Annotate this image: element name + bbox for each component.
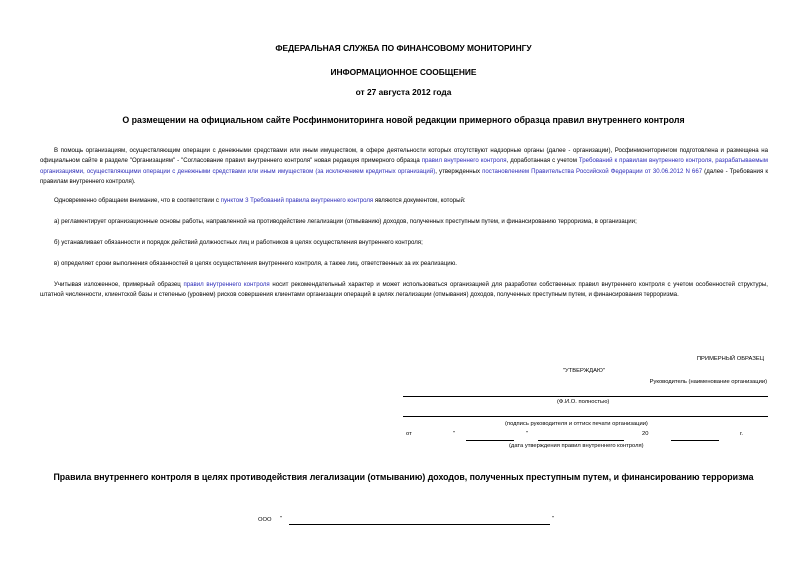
- paragraph-attention: [40, 196, 768, 206]
- year-line: [671, 440, 719, 441]
- date-heading: от 27 августа 2012 года: [355, 87, 452, 97]
- link-internal-control-rules-2[interactable]: правил внутреннего контроля: [183, 281, 270, 288]
- signature-line: [403, 416, 768, 417]
- year-prefix: 20: [642, 431, 649, 437]
- date-caption: (дата утверждения правил внутреннего контроля): [509, 443, 644, 449]
- page-title: О размещении на официальном сайте Росфинмониторинга новой редакции примерного образца правил внутреннего контроля: [122, 115, 685, 125]
- year-suffix: г.: [740, 431, 744, 437]
- paragraph-conclusion: [40, 280, 768, 301]
- date-from-label: от: [406, 431, 412, 437]
- paragraph-intro: [40, 146, 768, 187]
- list-item-a: а) регламентирует организационные основы работы, направленной на противодействие легализации (отмыванию) доходов, полученных преступным путем, и финансированию терроризма, в организации;: [54, 218, 637, 225]
- paragraph-text: Одновременно обращаем внимание, что в соответствии с: [54, 197, 221, 204]
- paragraph-text: являются документом, который:: [373, 197, 466, 204]
- approve-label: "УТВЕРЖДАЮ": [563, 368, 605, 374]
- link-government-decree[interactable]: постановлением Правительства Российской Федерации от 30.06.2012 N 667: [482, 167, 703, 175]
- list-item-b: б) устанавливает обязанности и порядок действий должностных лиц и работников в целях осуществления внутреннего контроля;: [54, 239, 423, 246]
- link-internal-control-rules[interactable]: правил внутреннего контроля: [421, 157, 507, 165]
- date-quote-open: ": [453, 431, 456, 437]
- day-line: [466, 440, 514, 441]
- rules-title: Правила внутреннего контроля в целях противодействия легализации (отмыванию) доходов, полученных преступным путем, и финансированию терроризма: [53, 472, 754, 482]
- org-prefix: ООО: [258, 517, 272, 523]
- paragraph-text: Учитывая изложенное, примерный образец: [54, 281, 184, 288]
- paragraph-text: , утвержденных: [435, 167, 483, 175]
- paragraph-text: В помощь организациям, осуществляющим операции с денежными средствами или иным имуществом, в сфере деятельности которых отсутствуют надзорные органы (далее - организации), Росфинмониторингом подготовлена и размещена на официальном сайте в разделе "Организациям" - "Согласование правил внутреннего контроля" новая редакция примерного образца: [40, 147, 768, 165]
- org-quote-open: ": [280, 516, 283, 522]
- org-quote-close: ": [552, 516, 555, 522]
- list-item-v: в) определяет сроки выполнения обязанностей в целях осуществления внутреннего контроля, а также лиц, ответственных за их реализацию.: [54, 260, 457, 267]
- date-quote-close: ": [526, 431, 529, 437]
- head-line: [403, 396, 768, 397]
- agency-heading: ФЕДЕРАЛЬНАЯ СЛУЖБА ПО ФИНАНСОВОМУ МОНИТОРИНГУ: [275, 43, 532, 53]
- org-name-line: [289, 524, 550, 525]
- link-requirements[interactable]: Требований к правилам внутреннего контроля, разрабатываемым организациями, осуществляющими операции с денежными средствами или иным имуществом (за исключением кредитных организаций): [40, 157, 768, 175]
- sample-label: ПРИМЕРНЫЙ ОБРАЗЕЦ: [696, 356, 764, 362]
- link-point-3-requirements[interactable]: пунктом 3 Требований правила внутреннего контроля: [220, 197, 374, 204]
- paragraph-text: носит рекомендательный характер и может использоваться организацией для разработки собственных правил внутреннего контроля с учетом особенностей структуры, штатной численности, клиентской базы и степенью (уровнем) рисков совершения клиентами организации операций в целях легализации (отмывания) доходов, полученных преступным путем, и финансирования терроризма.: [40, 281, 768, 299]
- paragraph-text: , доработанная с учетом: [506, 157, 579, 165]
- doc-type-heading: ИНФОРМАЦИОННОЕ СООБЩЕНИЕ: [330, 67, 477, 77]
- head-label: Руководитель (наименование организации): [649, 379, 767, 385]
- month-line: [538, 440, 624, 441]
- fio-caption: (Ф.И.О. полностью): [557, 399, 610, 405]
- signature-caption: (подпись руководителя и оттиск печати организации): [505, 421, 648, 427]
- paragraph-text: (далее - Требования к правилам внутреннего контроля).: [40, 167, 769, 185]
